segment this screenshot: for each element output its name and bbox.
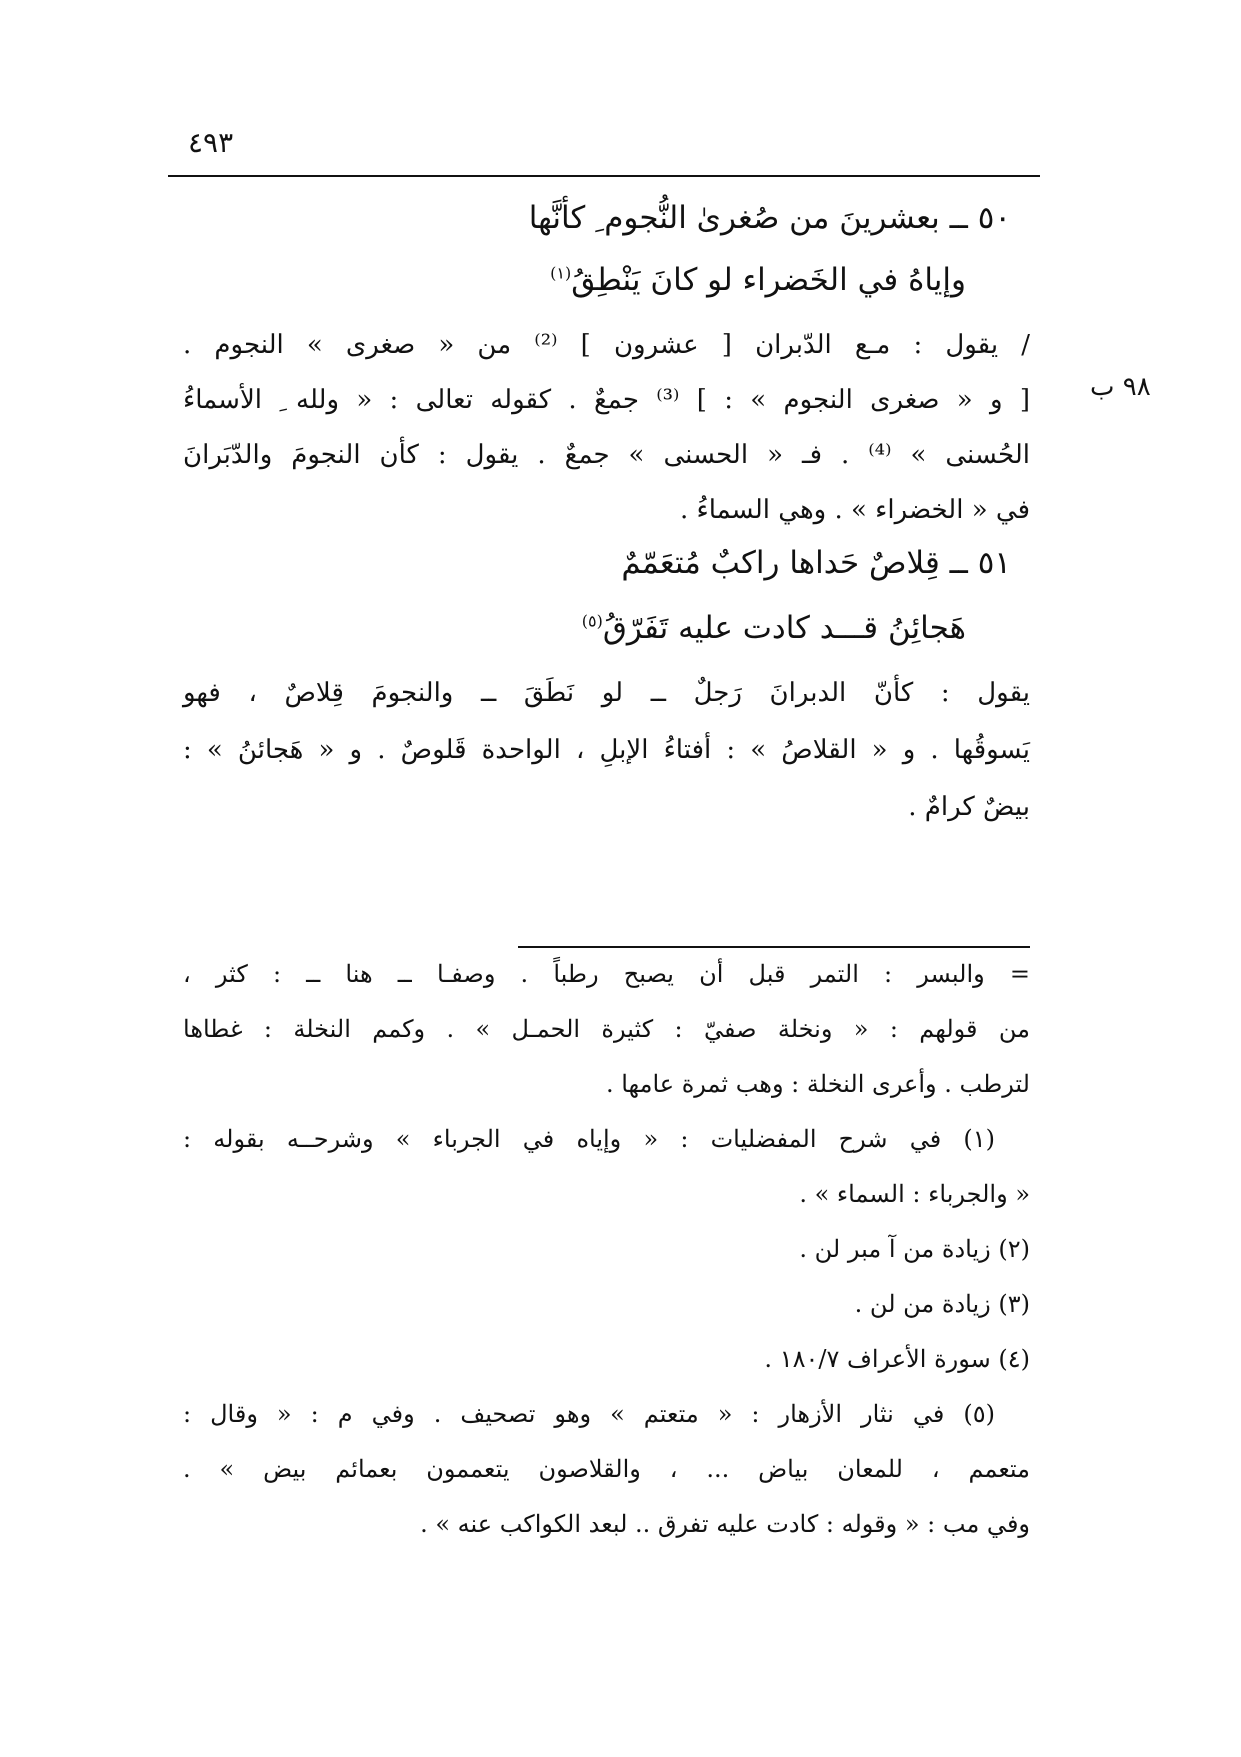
verse-50-text: وإياهُ في الخَضراء لو كانَ يَنْطِقُ (571, 262, 966, 298)
footnote-1: (١) في شرح المفضليات : « وإياه في الجرباء » وشرحــه بقوله : (183, 1125, 995, 1153)
commentary-line-7: بيضٌ كرامٌ . (908, 792, 1030, 822)
verse-51-second-hemistich (582, 610, 966, 646)
footnote-continuation-1: = والبسر : التمر قبل أن يصبح رطباً . وصفـا ــ هنا ــ : كثر ، (183, 960, 1030, 988)
commentary-line-5: يقول : كأنّ الدبرانَ رَجلٌ ــ لو نَطَقَ ــ والنجومَ قِلاصٌ ، فهو (183, 678, 1030, 708)
margin-reference: ٩٨ ب (1090, 372, 1151, 402)
footnote-separator (518, 946, 1030, 948)
footnote-2: (٢) زيادة من آ مبر لن . (799, 1235, 1030, 1263)
footnote-5-end: وفي مب : « وقوله : كادت عليه تفرق .. لبعد الكواكب عنه » . (420, 1510, 1030, 1538)
commentary-line-2: [ و « صغرى النجوم » : ] ⁽³⁾ جمعٌ . كقوله تعالى : « ولله ِ الأسماءُ (183, 385, 1030, 415)
footnote-1-continued: « والجرباء : السماء » . (799, 1180, 1030, 1208)
commentary-line-4: في « الخضراء » . وهي السماءُ . (679, 495, 1030, 525)
footnote-continuation-3: لترطب . وأعرى النخلة : وهب ثمرة عامها . (605, 1070, 1030, 1098)
footnote-5-continued: متعمم ، للمعان بياض ... ، والقلاصون يتعممون بعمائم بيض » . (183, 1455, 1030, 1483)
footnote-3: (٣) زيادة من لن . (854, 1290, 1030, 1318)
verse-50-first-hemistich: ٥٠ ــ بعشرينَ من صُغرىٰ النُّجوم ِ كأنَّها (528, 200, 1011, 236)
commentary-line-3: الحُسنى » ⁽⁴⁾ . فـ « الحسنى » جمعٌ . يقول : كأن النجومَ والدّبَرانَ (183, 440, 1030, 470)
verse-51-first-hemistich: ٥١ ــ قِلاصٌ حَداها راكبٌ مُتعَمّمٌ (621, 545, 1011, 581)
footnote-marker-1: (١) (550, 263, 572, 283)
footnote-marker-5: (٥) (581, 611, 603, 631)
footnote-4: (٤) سورة الأعراف ١٨٠/٧ . (764, 1345, 1030, 1373)
header-rule (168, 175, 1040, 177)
commentary-line-1: / يقول : مـع الدّبران [ عشرون ] ⁽²⁾ من « صغرى » النجوم . (183, 330, 1030, 360)
page-number: ٤٩٣ (188, 126, 234, 159)
commentary-line-6: يَسوقُها . و « القلاصُ » : أفتاءُ الإبلِ ، الواحدة قَلوصٌ . و « هَجائنُ » : (183, 735, 1030, 765)
verse-51-text: هَجائِنُ قـــد كادت عليه تَفَرّقُ (602, 610, 966, 646)
footnote-continuation-2: من قولهم : « ونخلة صفيّ : كثيرة الحمـل » . وكمم النخلة : غطاها (183, 1015, 1030, 1043)
verse-50-second-hemistich (550, 262, 966, 298)
footnote-5: (٥) في نثار الأزهار : « متعتم » وهو تصحيف . وفي م : « وقال : (183, 1400, 995, 1428)
